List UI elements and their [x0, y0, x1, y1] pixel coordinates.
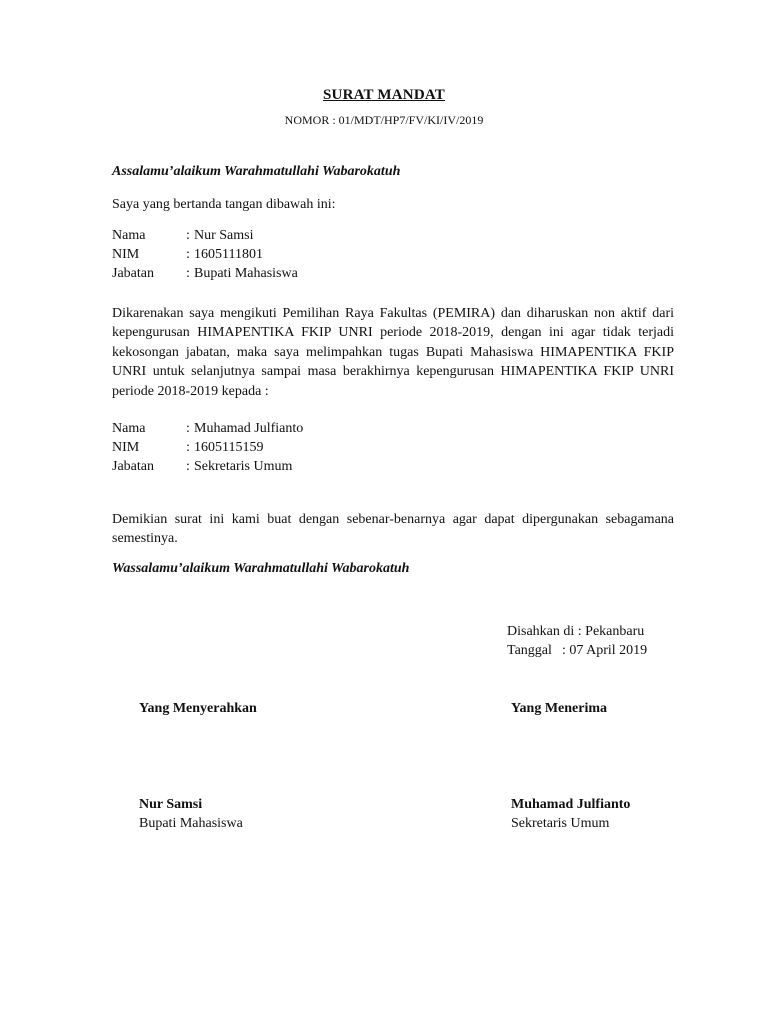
opening-greeting: Assalamu’alaikum Warahmatullahi Wabarokatuh [112, 164, 401, 179]
place-value: Pekanbaru [585, 624, 645, 639]
field-label: Jabatan [112, 459, 154, 474]
field-label: NIM [112, 247, 140, 262]
signature-left-position: Bupati Mahasiswa [139, 816, 243, 831]
field-separator: : [186, 266, 190, 281]
letter-number: NOMOR : 01/MDT/HP7/FV/KI/IV/2019 [284, 113, 484, 127]
ratification-place-row [507, 624, 644, 640]
signature-right-heading: Yang Menerima [511, 701, 608, 716]
grantee-position: Sekretaris Umum [194, 459, 293, 474]
intro-sentence: Saya yang bertanda tangan dibawah ini: [112, 197, 336, 212]
grantee-nim: 1605115159 [194, 440, 264, 455]
place-separator: : [577, 624, 582, 639]
field-separator: : [186, 247, 190, 262]
body-paragraph: Dikarenakan saya mengikuti Pemilihan Raya Fakultas (PEMIRA) dan diharuskan non aktif dari kepengurusan HIMAPENTIKA FKIP UNRI periode 2018-2019, dengan ini agar tidak terjadi kekosongan jabatan, maka saya melimpahkan tugas Bupati Mahasiswa HIMAPENTIKA FKIP UNRI untuk selanjutnya sampai masa berakhirnya kepengurusan HIMAPENTIKA FKIP UNRI periode 2018-2019 kepada : [112, 306, 674, 399]
grantee-name: Muhamad Julfianto [194, 421, 304, 436]
signature-right-name: Muhamad Julfianto [511, 797, 631, 812]
signature-right-position: Sekretaris Umum [511, 816, 610, 831]
place-label: Disahkan di [507, 624, 575, 639]
grantee-name-row [112, 421, 303, 440]
closing-paragraph: Demikian surat ini kami buat dengan sebenar-benarnya agar dapat dipergunakan sebagamana semestinya. [112, 512, 674, 547]
grantor-nim: 1605111801 [194, 247, 263, 262]
field-separator: : [186, 459, 190, 474]
field-separator: : [186, 421, 190, 436]
field-separator: : [186, 228, 190, 243]
grantor-position: Bupati Mahasiswa [194, 266, 298, 281]
grantor-name: Nur Samsi [194, 228, 254, 243]
signature-left-name: Nur Samsi [139, 797, 203, 812]
letter-title: SURAT MANDAT [323, 87, 445, 103]
field-label: Jabatan [112, 266, 154, 281]
field-label: Nama [112, 421, 146, 436]
date-separator: : [562, 643, 566, 658]
closing-greeting: Wassalamu’alaikum Warahmatullahi Wabarokatuh [112, 561, 410, 576]
grantor-nim-row [112, 247, 263, 266]
field-label: NIM [112, 440, 140, 455]
grantor-name-row [112, 228, 254, 247]
grantor-position-row [112, 266, 298, 285]
signature-left-heading: Yang Menyerahkan [139, 701, 257, 716]
date-value: 07 April 2019 [569, 643, 648, 658]
ratification-date-row [507, 643, 647, 659]
field-label: Nama [112, 228, 146, 243]
grantee-position-row [112, 459, 292, 478]
field-separator: : [186, 440, 190, 455]
date-label: Tanggal [507, 643, 552, 658]
grantee-nim-row [112, 440, 263, 459]
